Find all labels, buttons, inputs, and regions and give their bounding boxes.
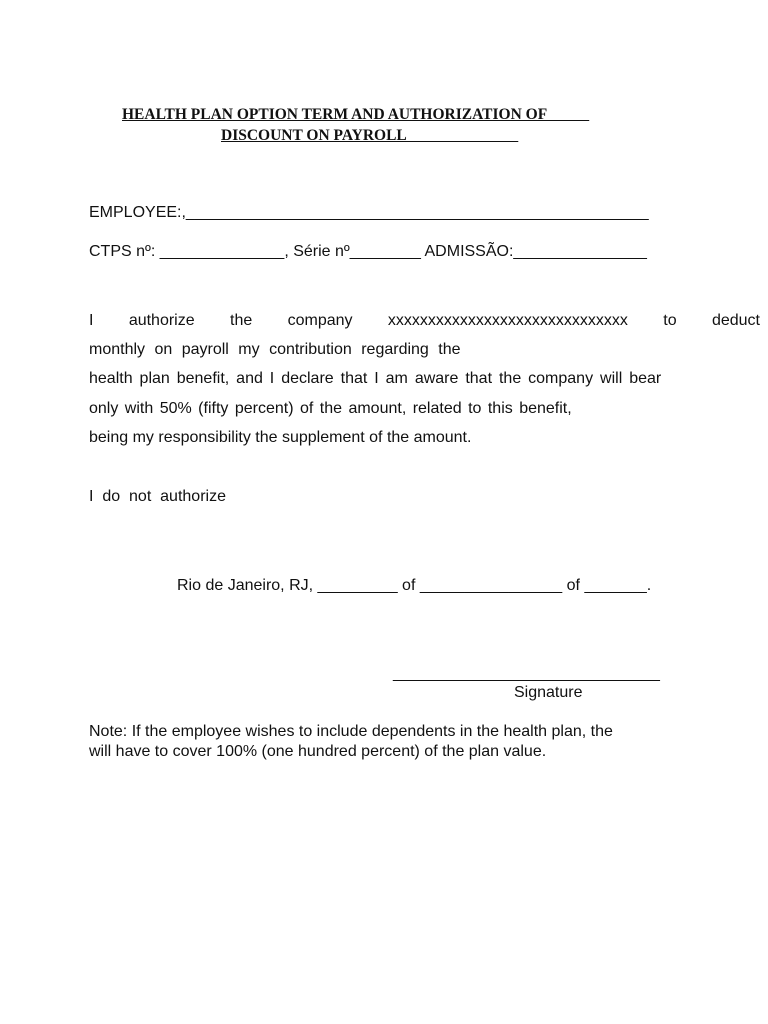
authorization-line-4: only with 50% (fifty percent) of the amount, related to this benefit, <box>89 400 572 417</box>
document-title-line-2: DISCOUNT ON PAYROLL <box>221 127 519 144</box>
company-placeholder: xxxxxxxxxxxxxxxxxxxxxxxxxxxxxx <box>387 312 628 329</box>
ctps-field: CTPS nº: ______________, Série nº________ ADMISSÃO:_______________ <box>89 243 647 260</box>
note-line-2: will have to cover 100% (one hundred percent) of the plan value. <box>89 743 547 760</box>
note-line-1: Note: If the employee wishes to include dependents in the health plan, the <box>89 723 613 740</box>
authorization-line-3: health plan benefit, and I declare that I am aware that the company will bear <box>89 370 662 387</box>
authorization-word: I <box>89 312 94 329</box>
authorization-word: authorize <box>128 312 195 329</box>
non-authorization-text: I do not authorize <box>89 488 226 505</box>
signature-line: ______________________________ <box>393 665 660 682</box>
employee-field: EMPLOYEE:,____________________________________________________ <box>89 204 649 221</box>
authorization-word: to <box>663 312 677 329</box>
authorization-word: company <box>287 312 353 329</box>
authorization-word: the <box>230 312 253 329</box>
signature-label: Signature <box>514 684 583 701</box>
document-title-line-1: HEALTH PLAN OPTION TERM AND AUTHORIZATION OF <box>122 106 590 123</box>
authorization-line-5: being my responsibility the supplement of the amount. <box>89 429 472 446</box>
authorization-word: deduct <box>711 312 760 329</box>
place-date-line: Rio de Janeiro, RJ, _________ of ________________ of _______. <box>177 577 652 594</box>
authorization-first-line <box>89 311 760 331</box>
authorization-line-2: monthly on payroll my contribution regarding the <box>89 341 461 358</box>
